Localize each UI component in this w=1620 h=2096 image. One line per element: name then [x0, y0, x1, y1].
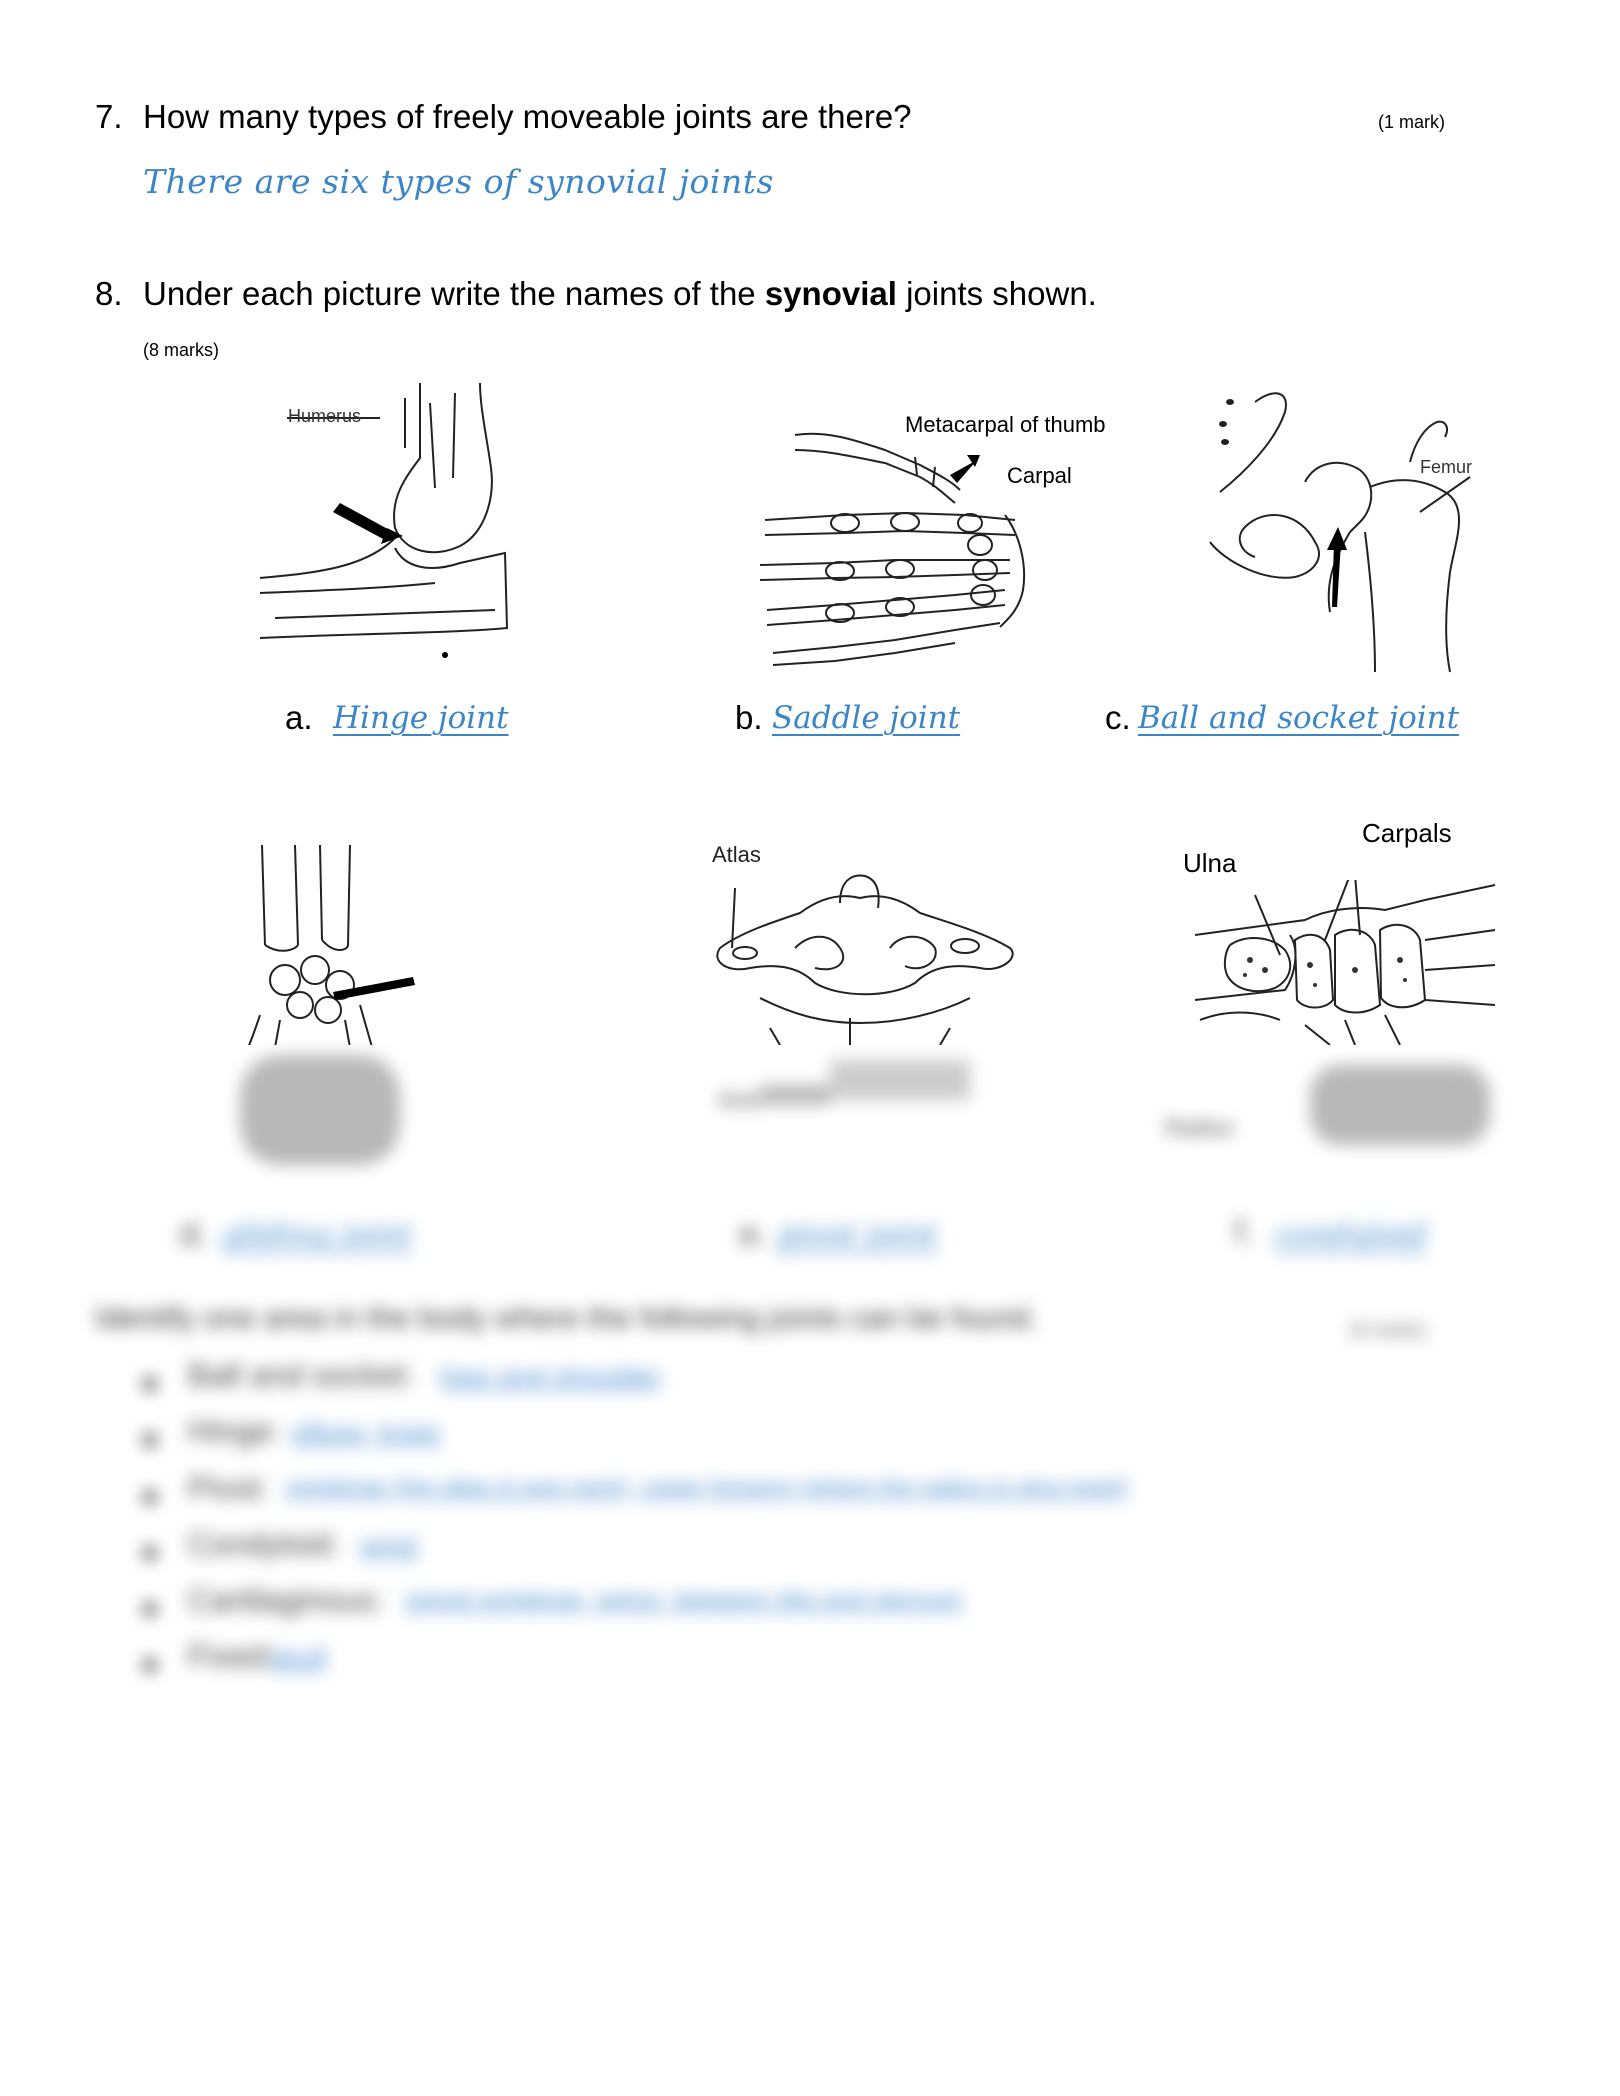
item-answer: hips and shoulder	[440, 1361, 662, 1392]
item-label: Cartilaginous:	[188, 1582, 384, 1618]
marks-q9: (6 marks)	[1350, 1320, 1426, 1340]
answer-e: pivot joint	[778, 1217, 937, 1253]
item-label: Ball and socket:	[188, 1357, 414, 1393]
annotation-axis: Axis	[718, 1087, 760, 1112]
question-9: Identify one area in the body where the following joints can be found.	[95, 1300, 1038, 1335]
annotation-femur: Femur	[1420, 457, 1473, 477]
annotation-metacarpal: Metacarpal of thumb	[905, 412, 1106, 437]
figure-hip	[1205, 382, 1495, 677]
answer-q7: There are six types of synovial joints	[143, 162, 774, 201]
hip-drawing	[1205, 382, 1495, 677]
marks-q7: (1 mark)	[1378, 112, 1445, 132]
marks-q8: (8 marks)	[143, 340, 219, 360]
annotation-carpals: Carpals	[1362, 818, 1452, 848]
item-label: Hinge:	[188, 1413, 281, 1449]
label-a: a.	[285, 699, 313, 736]
blurred-region	[0, 1045, 1620, 2096]
item-label: Condyloid:	[188, 1526, 340, 1562]
item-label: Pivot:	[188, 1470, 269, 1506]
annotation-humerus: Humerus	[288, 406, 362, 426]
item-answer: vertebrae (the atlas & axis neck), upper forearm (where the radius & ulna meet)	[285, 1474, 1129, 1501]
item-answer: skull	[270, 1642, 327, 1673]
label-f: f.	[1235, 1213, 1254, 1250]
annotation-carpal: Carpal	[1007, 463, 1072, 488]
annotation-ulna: Ulna	[1183, 848, 1237, 878]
arrow-icon	[1327, 527, 1347, 550]
annotation-atlas: Atlas	[712, 842, 761, 867]
answer-f: condyloid	[1275, 1217, 1427, 1253]
question-8	[95, 275, 1097, 313]
figure-atlas	[700, 838, 1030, 1045]
item-answer: elbow, knee	[292, 1417, 440, 1448]
figure-condyloid	[1185, 880, 1500, 1045]
answer-c: Ball and socket joint	[1138, 700, 1460, 736]
wrist-drawing	[240, 845, 440, 1045]
question-text: Under each picture write the names of the synovial joints shown.	[143, 275, 1097, 312]
label-c: c.	[1105, 699, 1131, 736]
label-e: e.	[740, 1215, 768, 1252]
figure-elbow	[255, 378, 515, 668]
answer-d: gliding joint	[222, 1217, 412, 1253]
item-answer: wrist	[360, 1530, 418, 1561]
answer-a: Hinge joint	[333, 700, 509, 736]
label-b: b.	[735, 699, 763, 736]
arrow-icon	[333, 977, 415, 1000]
question-number: 8.	[95, 275, 123, 312]
question-text: How many types of freely moveable joints are there?	[143, 98, 912, 135]
annotation-radius: Radius	[1165, 1115, 1234, 1140]
condyloid-drawing	[1185, 880, 1500, 1045]
item-answer: spinal vertebrae, pelvis, between ribs and sternum	[405, 1586, 963, 1614]
answer-b: Saddle joint	[772, 700, 961, 736]
question-7	[95, 98, 912, 136]
item-label: Fixed:	[188, 1638, 276, 1674]
figure-wrist	[240, 845, 440, 1045]
question-number: 7.	[95, 98, 123, 135]
atlas-drawing	[700, 838, 1030, 1045]
label-d: d.	[180, 1215, 208, 1252]
